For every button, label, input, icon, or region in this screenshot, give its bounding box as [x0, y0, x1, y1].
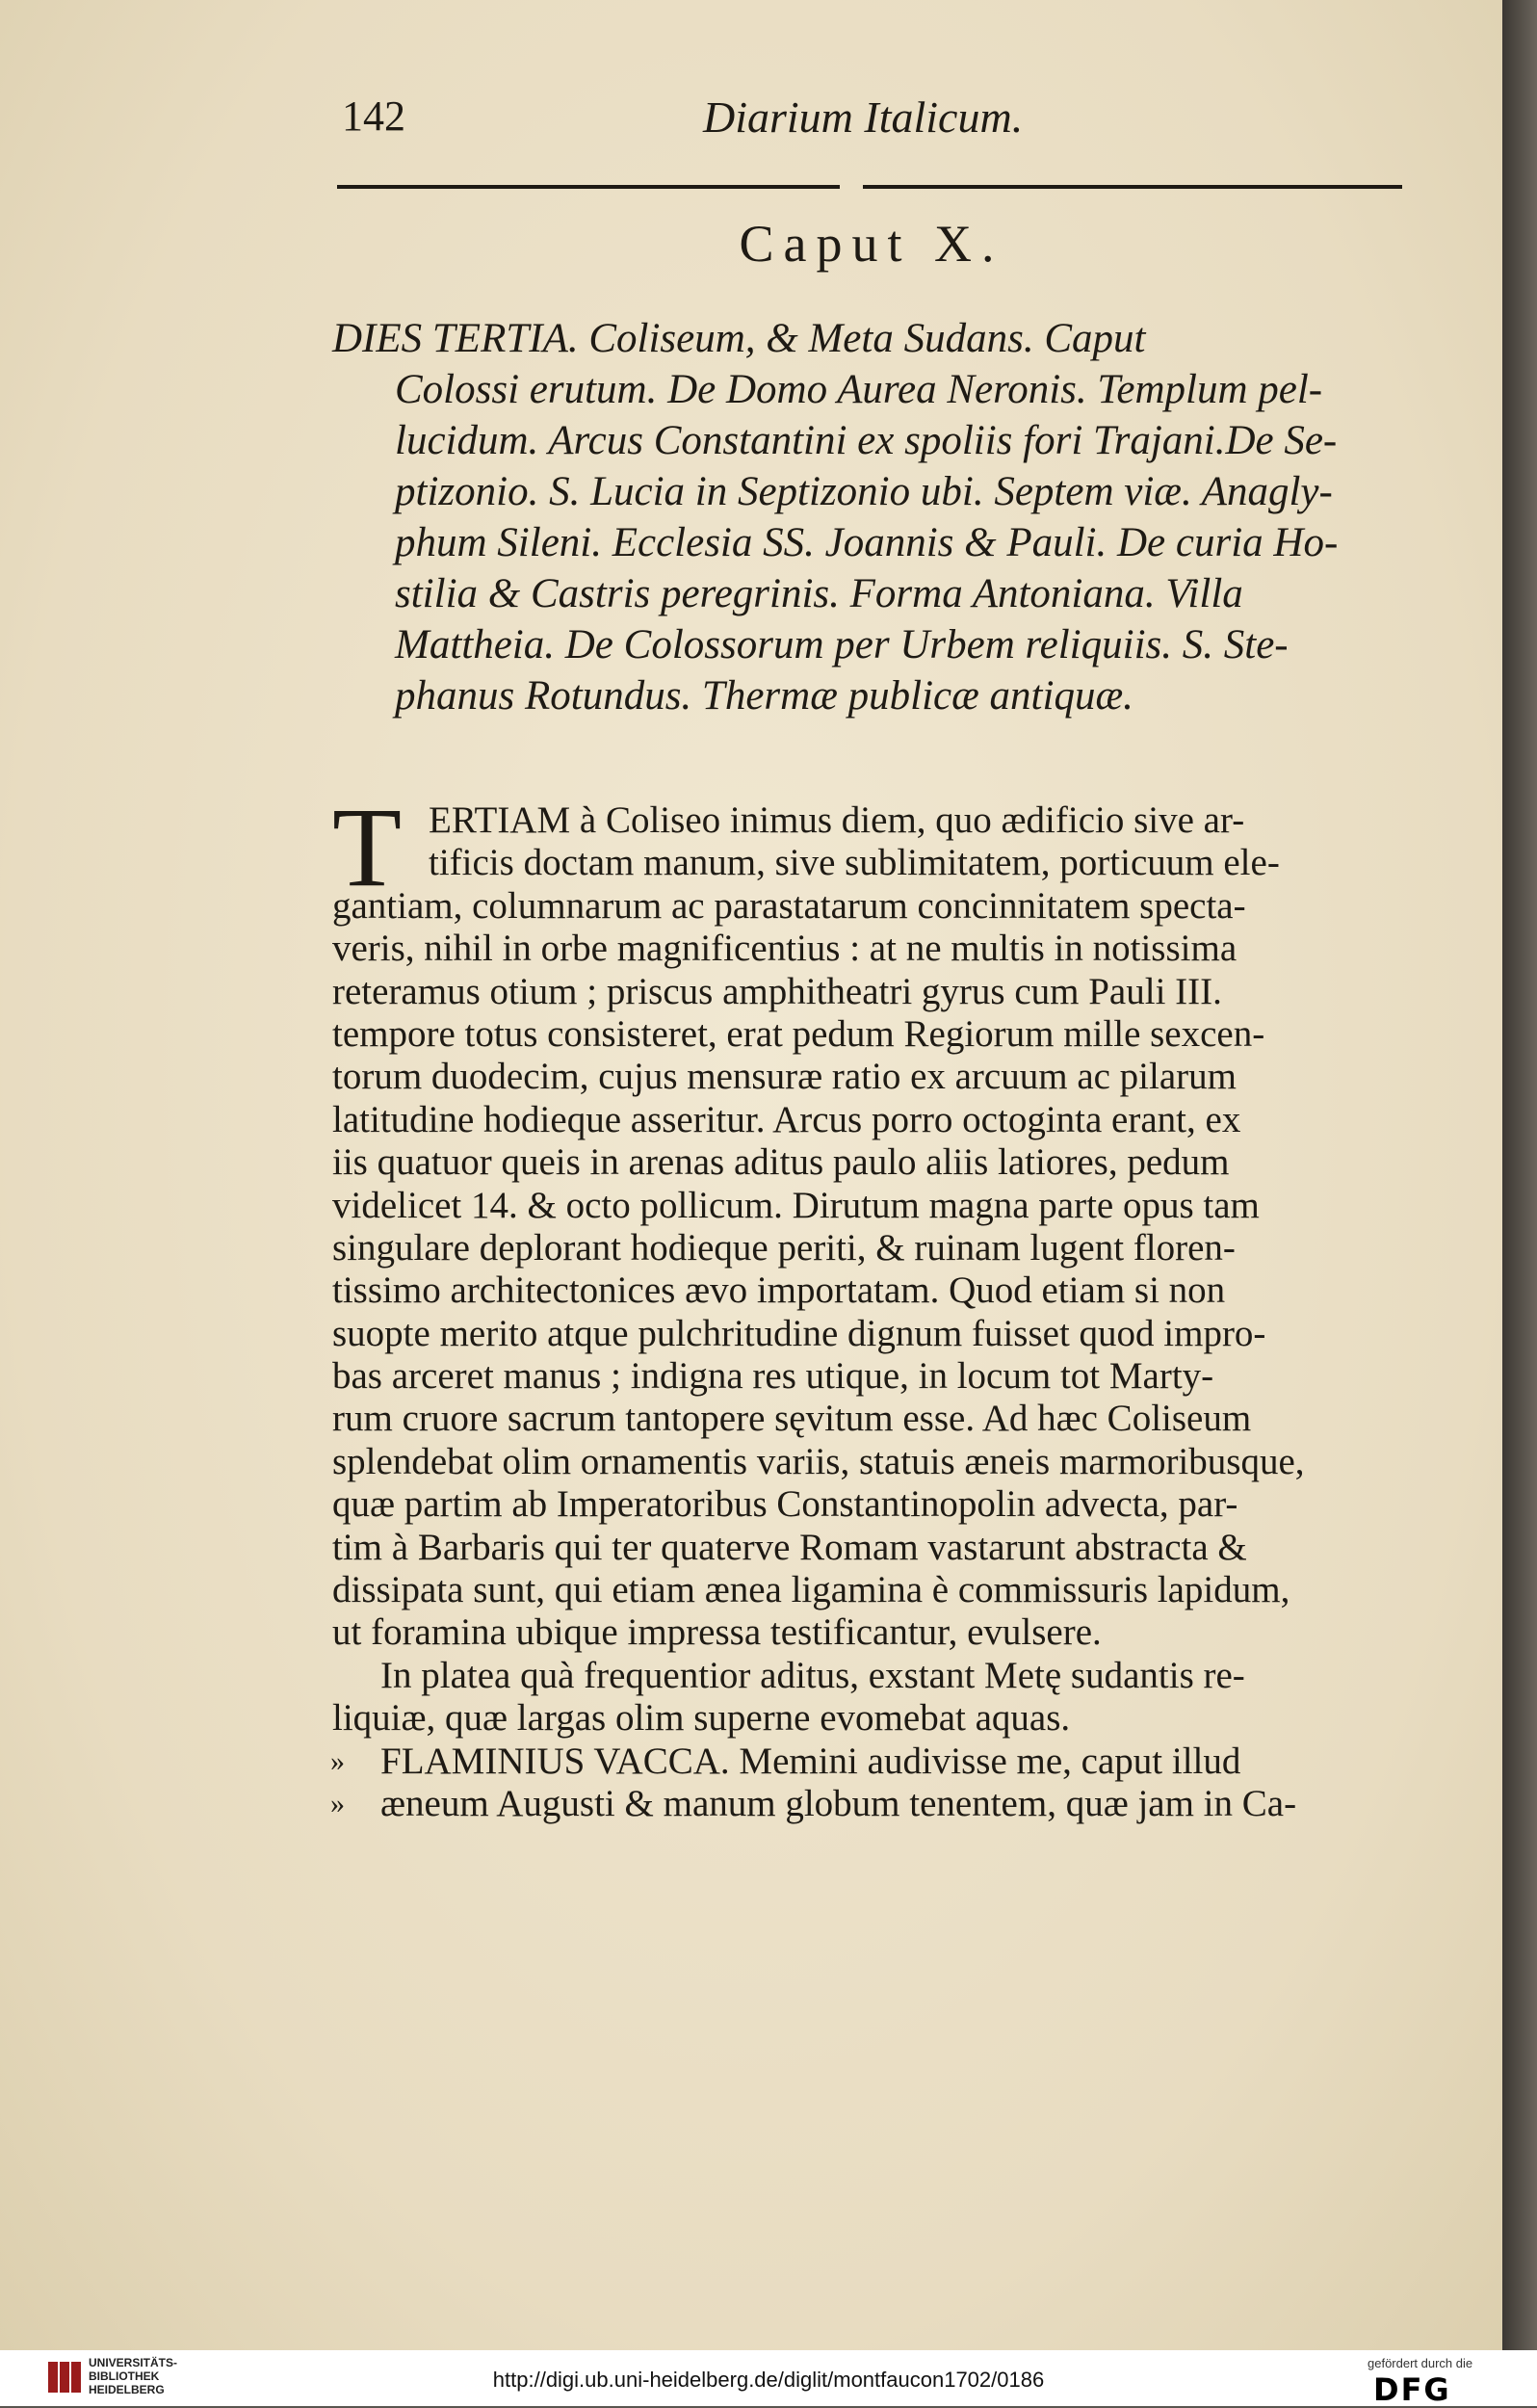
- text-line: videlicet 14. & octo pollicum. Dirutum magna parte opus tam: [332, 1184, 1260, 1226]
- drop-cap: T: [332, 784, 403, 910]
- text-line: ERTIAM à Coliseo inimus diem, quo ædificio sive ar-: [429, 799, 1245, 841]
- text-line: ut foramina ubique impressa testificantur, evulsere.: [332, 1611, 1102, 1654]
- summary-line: Colossi erutum. De Domo Aurea Neronis. Templum pel-: [395, 367, 1323, 412]
- text-line: singulare deplorant hodieque periti, & ruinam lugent floren-: [332, 1226, 1236, 1269]
- text-line: tim à Barbaris qui ter quaterve Romam vastarunt abstracta &: [332, 1526, 1247, 1568]
- page-number: 142: [342, 92, 405, 140]
- running-title: Diarium Italicum.: [703, 92, 1024, 142]
- text-line: torum duodecim, cujus mensuræ ratio ex arcuum ac pilarum: [332, 1056, 1237, 1098]
- summary-line: lucidum. Arcus Constantini ex spoliis fori Trajani.De Se-: [395, 418, 1338, 463]
- header-rule-right: [863, 185, 1402, 189]
- running-header: [342, 92, 1396, 149]
- text-line: reteramus otium ; priscus amphitheatri gyrus cum Pauli III.: [332, 970, 1222, 1012]
- summary-line: Mattheia. De Colossorum per Urbem reliquiis. S. Ste-: [395, 622, 1289, 667]
- text-line: [332, 1741, 1406, 1783]
- chapter-summary: [332, 313, 1406, 721]
- text-line: tificis doctam manum, sive sublimitatem, porticuum ele-: [429, 842, 1280, 884]
- text-line: [332, 1783, 1406, 1825]
- text-line: veris, nihil in orbe magnificentius : at ne multis in notissima: [332, 928, 1237, 970]
- text-line: liquiæ, quæ largas olim superne evomebat aquas.: [332, 1697, 1071, 1740]
- source-url[interactable]: http://digi.ub.uni-heidelberg.de/diglit/montfaucon1702/0186: [492, 2368, 1045, 2392]
- text-line: tissimo architectonices ævo importatam. Quod etiam si non: [332, 1269, 1226, 1312]
- text-line: dissipata sunt, qui etiam ænea ligamina è commissuris lapidum,: [332, 1569, 1290, 1611]
- library-name-line: UNIVERSITÄTS-: [89, 2356, 178, 2369]
- text-line-content: æneum Augusti & manum globum tenentem, quæ jam in Ca-: [380, 1782, 1297, 1824]
- library-name-line: HEIDELBERG: [89, 2383, 165, 2396]
- text-line: iis quatuor queis in arenas aditus paulo aliis latiores, pedum: [332, 1141, 1230, 1184]
- dfg-logo: DFG: [1373, 2371, 1451, 2408]
- text-line: suopte merito atque pulchritudine dignum fuisset quod impro-: [332, 1312, 1266, 1354]
- funder-label: gefördert durch die: [1368, 2356, 1473, 2370]
- summary-line: stilia & Castris peregrinis. Forma Antoniana. Villa: [395, 571, 1243, 616]
- text-line: In platea quà frequentior aditus, exstant Metę sudantis re-: [380, 1654, 1245, 1696]
- library-name-line: BIBLIOTHEK: [89, 2369, 160, 2383]
- summary-line: phum Sileni. Ecclesia SS. Joannis & Pauli. De curia Ho-: [395, 520, 1339, 565]
- text-line: bas arceret manus ; indigna res utique, in locum tot Marty-: [332, 1355, 1214, 1398]
- margin-quote-mark: »: [330, 1744, 345, 1777]
- text-line: latitudine hodieque asseritur. Arcus porro octoginta erant, ex: [332, 1098, 1241, 1140]
- viewer-footer: [0, 2350, 1537, 2406]
- chapter-heading: Caput X.: [739, 215, 1004, 273]
- page-edge: [1502, 0, 1537, 2350]
- summary-line: DIES TERTIA. Coliseum, & Meta Sudans. Caput: [332, 316, 1146, 361]
- text-line: rum cruore sacrum tantopere sęvitum esse. Ad hæc Coliseum: [332, 1398, 1252, 1440]
- text-line-content: FLAMINIUS VACCA. Memini audivisse me, caput illud: [380, 1740, 1241, 1782]
- margin-quote-mark: »: [330, 1787, 345, 1819]
- text-line: quæ partim ab Imperatoribus Constantinopolin advecta, par-: [332, 1483, 1238, 1526]
- text-line: splendebat olim ornamentis variis, statuis æneis marmoribusque,: [332, 1440, 1305, 1482]
- summary-line: phanus Rotundus. Thermæ publicæ antiquæ.: [395, 673, 1133, 719]
- text-line: gantiam, columnarum ac parastatarum concinnitatem specta-: [332, 884, 1246, 927]
- header-rule-left: [337, 185, 840, 189]
- text-line: tempore totus consisteret, erat pedum Regiorum mille sexcen-: [332, 1012, 1265, 1055]
- body-text: [330, 784, 1406, 1825]
- summary-line: ptizonio. S. Lucia in Septizonio ubi. Septem viæ. Anagly-: [395, 469, 1333, 514]
